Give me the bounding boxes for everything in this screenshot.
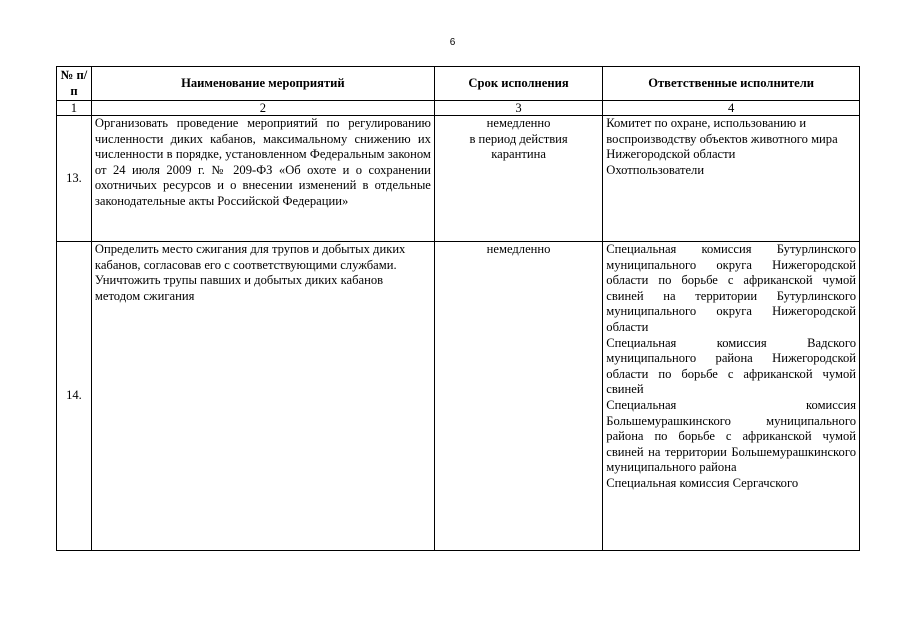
table-row xyxy=(57,242,860,551)
responsible-line: Специальная комиссия Вадского муниципального района Нижегородской области по борьбе с африканской чумой свиней xyxy=(606,335,856,397)
measure-name: Определить место сжигания для трупов и добытых диких кабанов, согласовав его с соответствующими службами. Уничтожить трупы павших и добытых диких кабанов методом сжигания xyxy=(91,242,434,551)
responsible-line: Специальная комиссия Большемурашкинского муниципального района по борьбе с африканской чумой свиней на территории Большемурашкинского муниципального района xyxy=(606,397,856,475)
row-number: 13. xyxy=(57,116,92,242)
responsible-line: Специальная комиссия Бутурлинского муниципального округа Нижегородской области по борьбе с африканской чумой свиней на территории Бутурлинского муниципального округа Нижегородской области xyxy=(606,242,856,334)
term-line: карантина xyxy=(491,147,546,162)
table-row xyxy=(57,116,860,242)
header-term: Срок исполнения xyxy=(434,67,602,101)
header-resp: Ответственные исполнители xyxy=(603,67,860,101)
column-number: 3 xyxy=(434,101,602,116)
responsible-line: Охотпользователи xyxy=(606,162,705,177)
column-number-row xyxy=(57,101,860,116)
column-number: 2 xyxy=(91,101,434,116)
header-name: Наименование мероприятий xyxy=(91,67,434,101)
responsible-line: Специальная комиссия Сергачского xyxy=(606,475,799,490)
header-row xyxy=(57,67,860,101)
measures-table xyxy=(56,66,860,551)
measure-name: Организовать проведение мероприятий по регулированию численности диких кабанов, максимальному снижению их численности в порядке, установленном Федеральным законом от 24 июля 2009 г. № 209-ФЗ «Об охоте и о сохранении охотничьих ресурсов и о внесении изменений в отдельные законодательные акты Российской Федерации» xyxy=(91,116,434,242)
responsible-cell xyxy=(603,242,860,551)
header-num: № п/п xyxy=(57,67,92,101)
responsible-cell xyxy=(603,116,860,242)
responsible-line: Комитет по охране, использованию и воспроизводству объектов животного мира Нижегородской области xyxy=(606,116,838,162)
term-cell xyxy=(434,116,602,242)
term-line: немедленно xyxy=(486,116,551,130)
row-number: 14. xyxy=(57,242,92,551)
term-line: в период действия xyxy=(469,131,568,146)
column-number: 1 xyxy=(57,101,92,116)
term-cell xyxy=(434,242,602,551)
term-line: немедленно xyxy=(486,242,551,256)
column-number: 4 xyxy=(603,101,860,116)
page-number: 6 xyxy=(449,37,456,48)
